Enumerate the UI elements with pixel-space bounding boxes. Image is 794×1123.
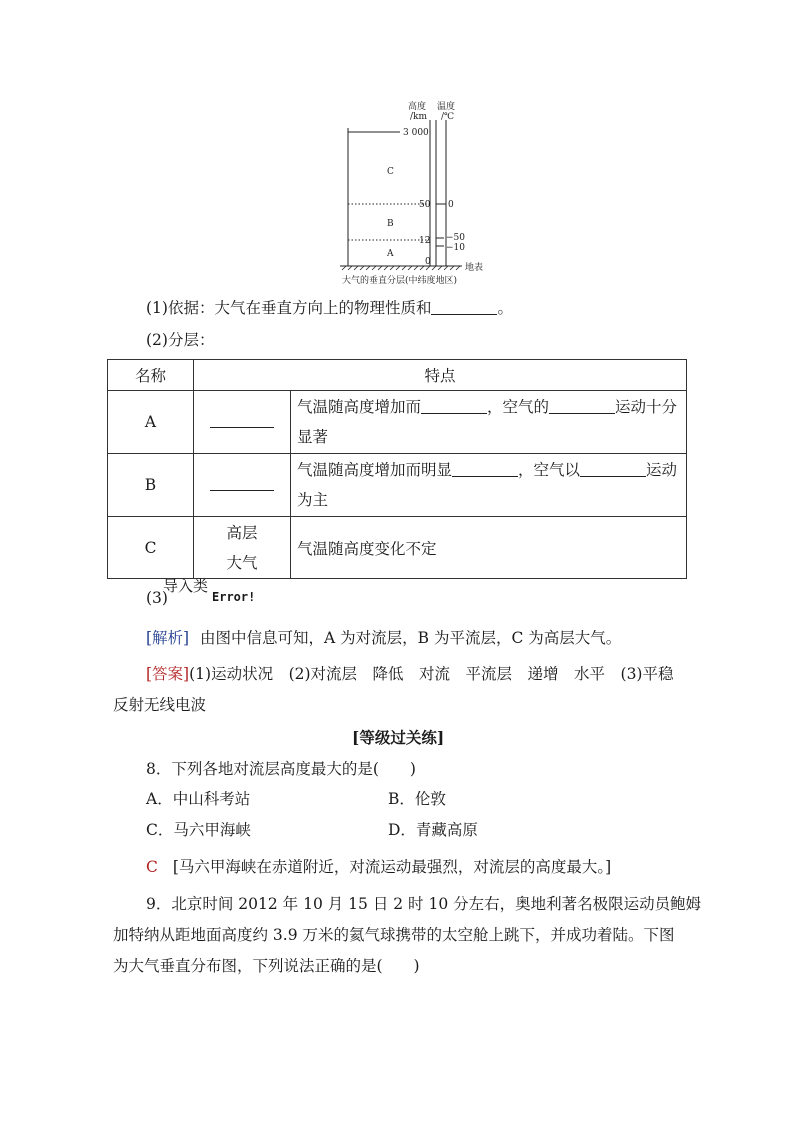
row-b-blank-1 xyxy=(452,462,518,477)
layer-label-b: B xyxy=(387,219,394,229)
tick-3000: 3 000 xyxy=(403,128,429,138)
header-feature: 特点 xyxy=(194,360,687,391)
q8-option-c: C．马六甲海峡 xyxy=(146,821,251,839)
surface-label: 地表 xyxy=(465,263,484,273)
row-b-feat-line2: 为主 xyxy=(297,491,329,509)
row-a-blank xyxy=(210,413,274,428)
row-a-feat-a: 气温随高度增加而 xyxy=(297,398,422,416)
row-c-sub1: 高层 xyxy=(226,523,258,542)
layer-label-c: C xyxy=(387,167,394,177)
row-c-sub xyxy=(194,517,291,579)
question-8-stem: 8．下列各地对流层高度最大的是( ) xyxy=(146,760,416,778)
q8-option-a: A．中山科考站 xyxy=(146,790,251,808)
q8-answer-letter: C xyxy=(146,858,158,876)
diagram-caption: 大气的垂直分层(中纬度地区) xyxy=(342,276,458,286)
tick-minus10: −10 xyxy=(446,243,465,253)
analysis xyxy=(146,628,621,648)
row-a-feature xyxy=(291,391,687,454)
question-2-label: (2)分层： xyxy=(146,331,215,349)
tick-0-temp: 0 xyxy=(448,200,454,210)
row-a-blank-2 xyxy=(549,399,615,414)
analysis-tag: [解析] xyxy=(146,629,190,647)
analysis-text: 由图中信息可知，A 为对流层，B 为平流层，C 为高层大气。 xyxy=(200,629,622,647)
row-a-name: A xyxy=(108,391,194,454)
row-a-feat-b: ，空气的 xyxy=(487,398,550,416)
temp-axis-label: 温度 xyxy=(437,102,456,112)
row-b-blank xyxy=(210,476,274,491)
row-a-blank-1 xyxy=(421,399,487,414)
tick-0-height: 0 xyxy=(425,257,431,267)
q8-answer xyxy=(146,857,611,877)
atmosphere-diagram-svg xyxy=(330,98,500,288)
temp-unit-label: /℃ xyxy=(441,112,455,122)
row-b-feat-c: 运动 xyxy=(646,461,678,479)
row-a-blank-cell xyxy=(194,391,291,454)
table-header-row xyxy=(108,360,687,391)
question-9-line-2: 加特纳从距地面高度约 3.9 万米的氦气球携带的太空舱上跳下，并成功着陆。下图 xyxy=(113,926,675,944)
q3-label: (3) xyxy=(146,589,168,607)
atmosphere-diagram xyxy=(330,98,500,288)
answer-tag: [答案] xyxy=(146,665,190,683)
q3-guide: 导入类 xyxy=(163,577,209,595)
row-b-feature xyxy=(291,454,687,517)
row-b-blank-2 xyxy=(580,462,646,477)
row-c-sub2: 大气 xyxy=(226,553,258,572)
question-9-line-1: 9．北京时间 2012 年 10 月 15 日 2 时 10 分左右，奥地利著名极限运动员鲍姆 xyxy=(146,895,702,913)
section-title: [等级过关练] xyxy=(352,728,445,747)
layer-label-a: A xyxy=(387,249,394,259)
q1-blank xyxy=(431,300,497,315)
row-c-feature: 气温随高度变化不定 xyxy=(291,517,687,579)
q8-option-d: D．青藏高原 xyxy=(388,821,478,839)
q3-error: Error! xyxy=(212,590,256,604)
q1-suffix: 。 xyxy=(497,299,513,317)
row-a-feat-line2: 显著 xyxy=(297,428,329,446)
layers-table xyxy=(107,359,687,579)
row-b-name: B xyxy=(108,454,194,517)
height-unit-label: /km xyxy=(410,112,428,122)
tick-minus50: −50 xyxy=(446,233,465,243)
header-name: 名称 xyxy=(108,360,194,391)
answer-line-1 xyxy=(146,664,673,684)
answer-text-1: (1)运动状况 (2)对流层 降低 对流 平流层 递增 水平 (3)平稳 xyxy=(189,665,674,683)
question-1 xyxy=(146,298,513,318)
row-b-blank-cell xyxy=(194,454,291,517)
question-9-line-3: 为大气垂直分布图，下列说法正确的是( ) xyxy=(113,957,420,975)
tick-50: 50 xyxy=(419,200,431,210)
row-b-feat-b: ，空气以 xyxy=(518,461,581,479)
row-c-name: C xyxy=(108,517,194,579)
height-axis-label: 高度 xyxy=(408,102,427,112)
row-b-feat-a: 气温随高度增加而明显 xyxy=(297,461,453,479)
q1-text: (1)依据：大气在垂直方向上的物理性质和 xyxy=(146,299,432,317)
tick-12: 12 xyxy=(419,236,431,246)
table-row xyxy=(108,391,687,454)
answer-line-2: 反射无线电波 xyxy=(113,696,207,714)
row-a-feat-c: 运动十分 xyxy=(615,398,678,416)
q8-answer-text: [马六甲海峡在赤道附近，对流运动最强烈，对流层的高度最大。] xyxy=(172,858,612,876)
table-row xyxy=(108,517,687,579)
q8-option-b: B．伦敦 xyxy=(388,790,446,808)
table-row xyxy=(108,454,687,517)
